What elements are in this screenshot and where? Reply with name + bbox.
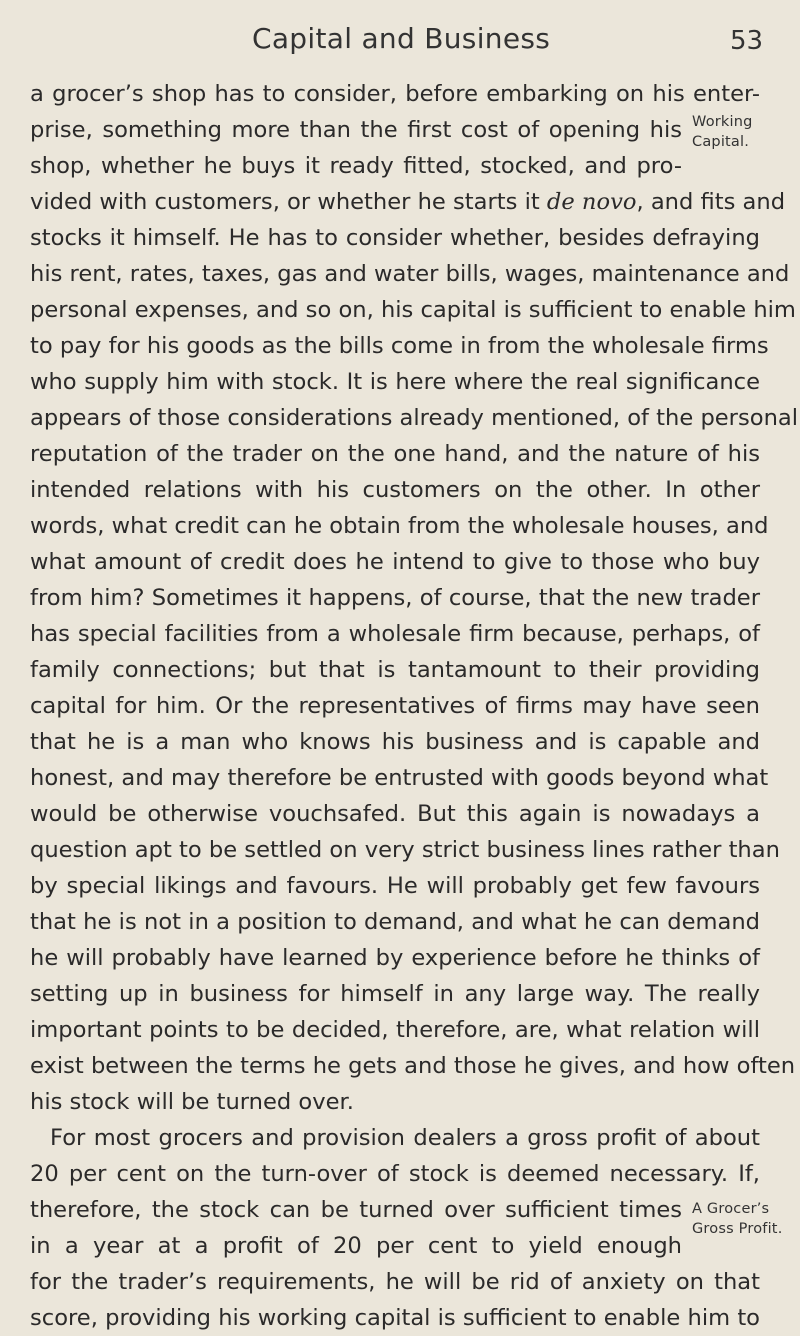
text-line: prise, something more than the first cost of opening his [30,117,682,143]
text-line: that he is not in a position to demand, and what he can demand [30,909,760,935]
text-line [30,184,786,220]
text-line: who supply him with stock. It is here where the real significance [30,369,760,395]
text-line: honest, and may therefore be entrusted with goods beyond what [30,765,769,791]
page-title: Capital and Business [252,22,551,55]
text-line: family connections; but that is tantamount to their providing [30,657,760,683]
margin-note-line: Working [692,114,753,130]
text-line: For most grocers and provision dealers a gross profit of about [50,1125,760,1151]
page-number: 53 [730,26,764,56]
text-line: intended relations with his customers on the other. In other [30,477,760,503]
text-line: 20 per cent on the turn-over of stock is deemed necessary. If, [30,1161,760,1187]
text-line: appears of those considerations already mentioned, of the personal [30,405,799,431]
text-line: has special facilities from a wholesale firm because, perhaps, of [30,621,760,647]
text-line: what amount of credit does he intend to give to those who buy [30,549,760,575]
text-line: a grocer’s shop has to consider, before embarking on his enter- [30,81,760,107]
text-line: from him? Sometimes it happens, of course, that the new trader [30,585,760,611]
text-line: in a year at a profit of 20 per cent to yield enough [30,1233,682,1259]
text-line: to pay for his goods as the bills come in from the wholesale firms [30,333,769,359]
text-line: would be otherwise vouchsafed. But this again is nowadays a [30,801,760,827]
text-line: therefore, the stock can be turned over sufficient times [30,1197,682,1223]
text-line: shop, whether he buys it ready fitted, stocked, and pro- [30,153,682,179]
text-line: he will probably have learned by experience before he thinks of [30,945,760,971]
text-line: setting up in business for himself in any large way. The really [30,981,760,1007]
text-line: stocks it himself. He has to consider whether, besides defraying [30,225,760,251]
margin-note-line: Gross Profit. [692,1221,783,1237]
text-line: that he is a man who knows his business and is capable and [30,729,760,755]
italic-phrase: de novo [546,189,637,215]
text-line: score, providing his working capital is sufficient to enable him to [30,1305,760,1331]
text-line: exist between the terms he gets and those he gives, and how often [30,1053,796,1079]
text-line: his rent, rates, taxes, gas and water bills, wages, maintenance and [30,261,790,287]
text-line: personal expenses, and so on, his capital is sufficient to enable him [30,297,796,323]
margin-note-line: A Grocer’s [692,1201,770,1217]
text-line: his stock will be turned over. [30,1089,354,1115]
text-line-segment: , and fits and [636,189,786,215]
text-line: important points to be decided, therefore, are, what relation will [30,1017,760,1043]
margin-note-line: Capital. [692,134,750,150]
text-line-segment: vided with customers, or whether he starts it [30,189,540,215]
running-head [0,20,800,60]
text-line: capital for him. Or the representatives of firms may have seen [30,693,760,719]
text-line: question apt to be settled on very strict business lines rather than [30,837,780,863]
text-line: by special likings and favours. He will probably get few favours [30,873,760,899]
margin-note-working-capital [692,112,753,152]
text-line: words, what credit can he obtain from the wholesale houses, and [30,513,769,539]
text-line: reputation of the trader on the one hand, and the nature of his [30,441,760,467]
margin-note-grocers-gross-profit [692,1199,783,1239]
text-line: for the trader’s requirements, he will be rid of anxiety on that [30,1269,760,1295]
